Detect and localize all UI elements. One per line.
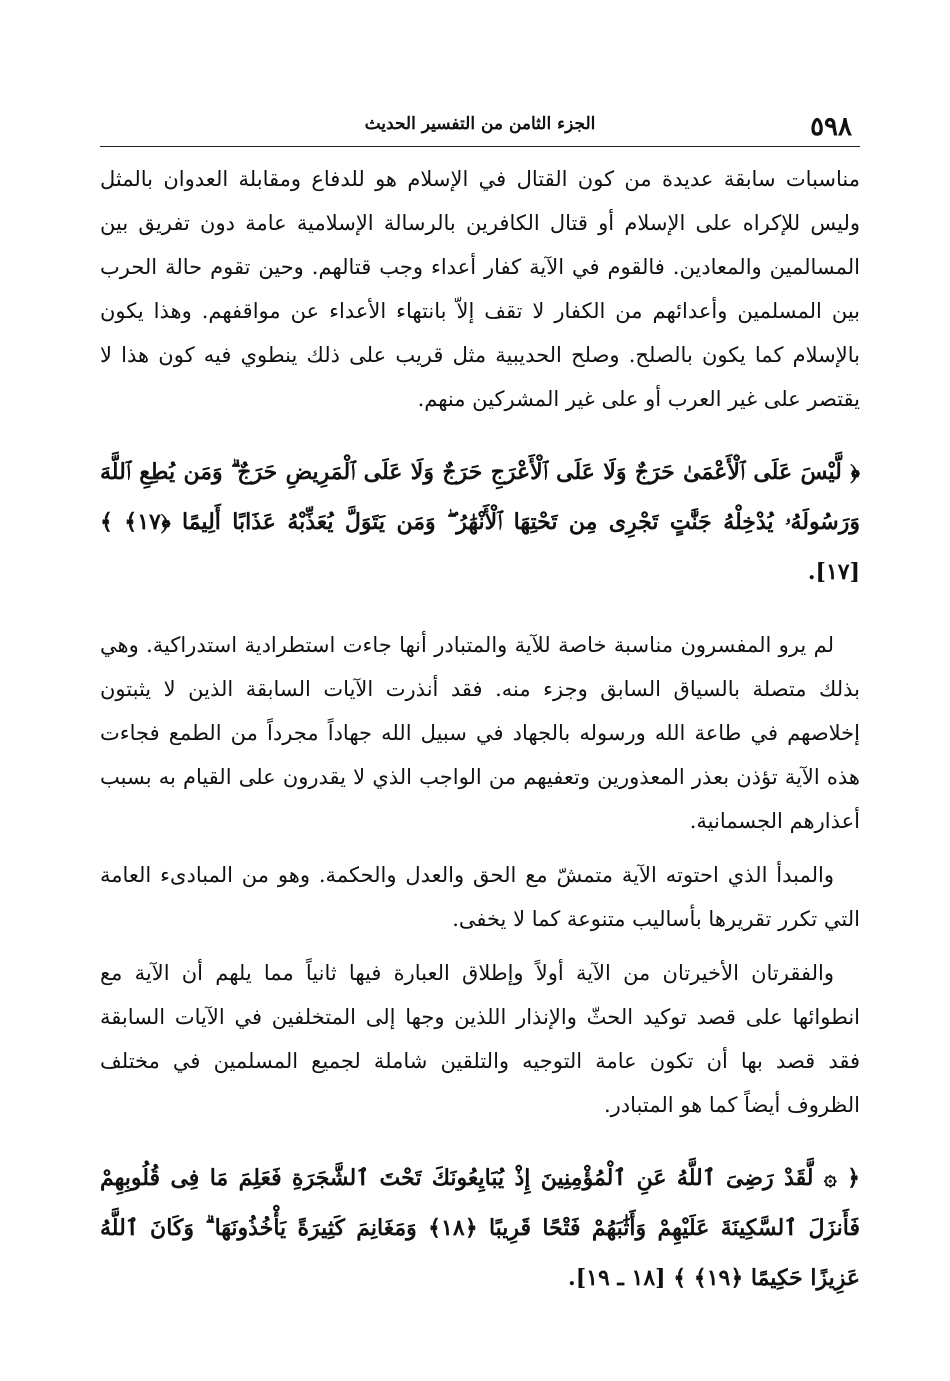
paragraph-2: لم يرو المفسرون مناسبة خاصة للآية والمتبادر أنها جاءت استطرادية استدراكية. وهي بذلك متصلة بالسياق السابق وجزء منه. فقد أنذرت الآيات السابقة الذين لا يثبتون إخلاصهم في طاعة الله ورسوله بالجهاد في سبيل الله جهاداً مجرداً من الطمع فجاءت هذه الآية تؤذن بعذر المعذورين وتعفيهم من الواجب الذي لا يقدرون على القيام به بسبب أعذارهم الجسمانية. bbox=[100, 633, 860, 833]
quran-verse-17: ﴿ لَّيْسَ عَلَى ٱلْأَعْمَىٰ حَرَجٌ وَلَا عَلَى ٱلْأَعْرَجِ حَرَجٌ وَلَا عَلَى ٱلْمَرِيضِ حَرَجٌ ۗ وَمَن يُطِعِ ٱللَّهَ وَرَسُولَهُۥ يُدْخِلْهُ جَنَّٰتٍ تَجْرِى مِن تَحْتِهَا ٱلْأَنْهَٰرُ ۖ وَمَن يَتَوَلَّ يُعَذِّبْهُ عَذَابًا أَلِيمًا ﴿١٧﴾ ﴾ [١٧]. bbox=[100, 459, 860, 585]
paragraph-1: مناسبات سابقة عديدة من كون القتال في الإسلام هو للدفاع ومقابلة العدوان بالمثل وليس للإكراه على الإسلام أو قتال الكافرين بالرسالة الإسلامية عامة دون تفريق بين المسالمين والمعادين. فالقوم في الآية كفار أعداء وجب قتالهم. وحين تقوم حالة الحرب بين المسلمين وأعدائهم من الكفار لا تقف إلاّ بانتهاء الأعداء عن مواقفهم. وهذا يكون بالإسلام كما يكون بالصلح. وصلح الحديبية مثل قريب على ذلك ينطوي فيه كون هذا لا يقتصر على غير العرب أو على غير المشركين منهم. bbox=[100, 167, 860, 411]
body-text bbox=[100, 157, 860, 1303]
paragraph-4: والفقرتان الأخيرتان من الآية أولاً وإطلاق العبارة فيها ثانياً مما يلهم أن الآية مع انطوائها على قصد توكيد الحثّ والإنذار اللذين وجها إلى المتخلفين في الآيات السابقة فقد قصد بها أن تكون عامة التوجيه والتلقين شاملة لجميع المسلمين في مختلف الظروف أيضاً كما هو المتبادر. bbox=[100, 961, 860, 1117]
paragraph-3: والمبدأ الذي احتوته الآية متمشّ مع الحق والعدل والحكمة. وهو من المبادىء العامة التي تكرر تقريرها بأساليب متنوعة كما لا يخفى. bbox=[100, 863, 860, 931]
page-number: ٥٩٨ bbox=[810, 112, 852, 142]
quran-verses-18-19: ﴿ ۞ لَّقَدْ رَضِىَ ٱللَّهُ عَنِ ٱلْمُؤْمِنِينَ إِذْ يُبَايِعُونَكَ تَحْتَ ٱلشَّجَرَةِ فَعَلِمَ مَا فِى قُلُوبِهِمْ فَأَنزَلَ ٱلسَّكِينَةَ عَلَيْهِمْ وَأَثَٰبَهُمْ فَتْحًا قَرِيبًا ﴿١٨﴾ وَمَغَانِمَ كَثِيرَةً يَأْخُذُونَهَا ۗ وَكَانَ ٱللَّهُ عَزِيزًا حَكِيمًا ﴿١٩﴾ ﴾ [١٨ ـ ١٩]. bbox=[100, 1165, 860, 1291]
running-header bbox=[100, 112, 860, 147]
book-page bbox=[100, 112, 860, 1362]
running-title: الجزء الثامن من التفسير الحديث bbox=[364, 114, 596, 134]
